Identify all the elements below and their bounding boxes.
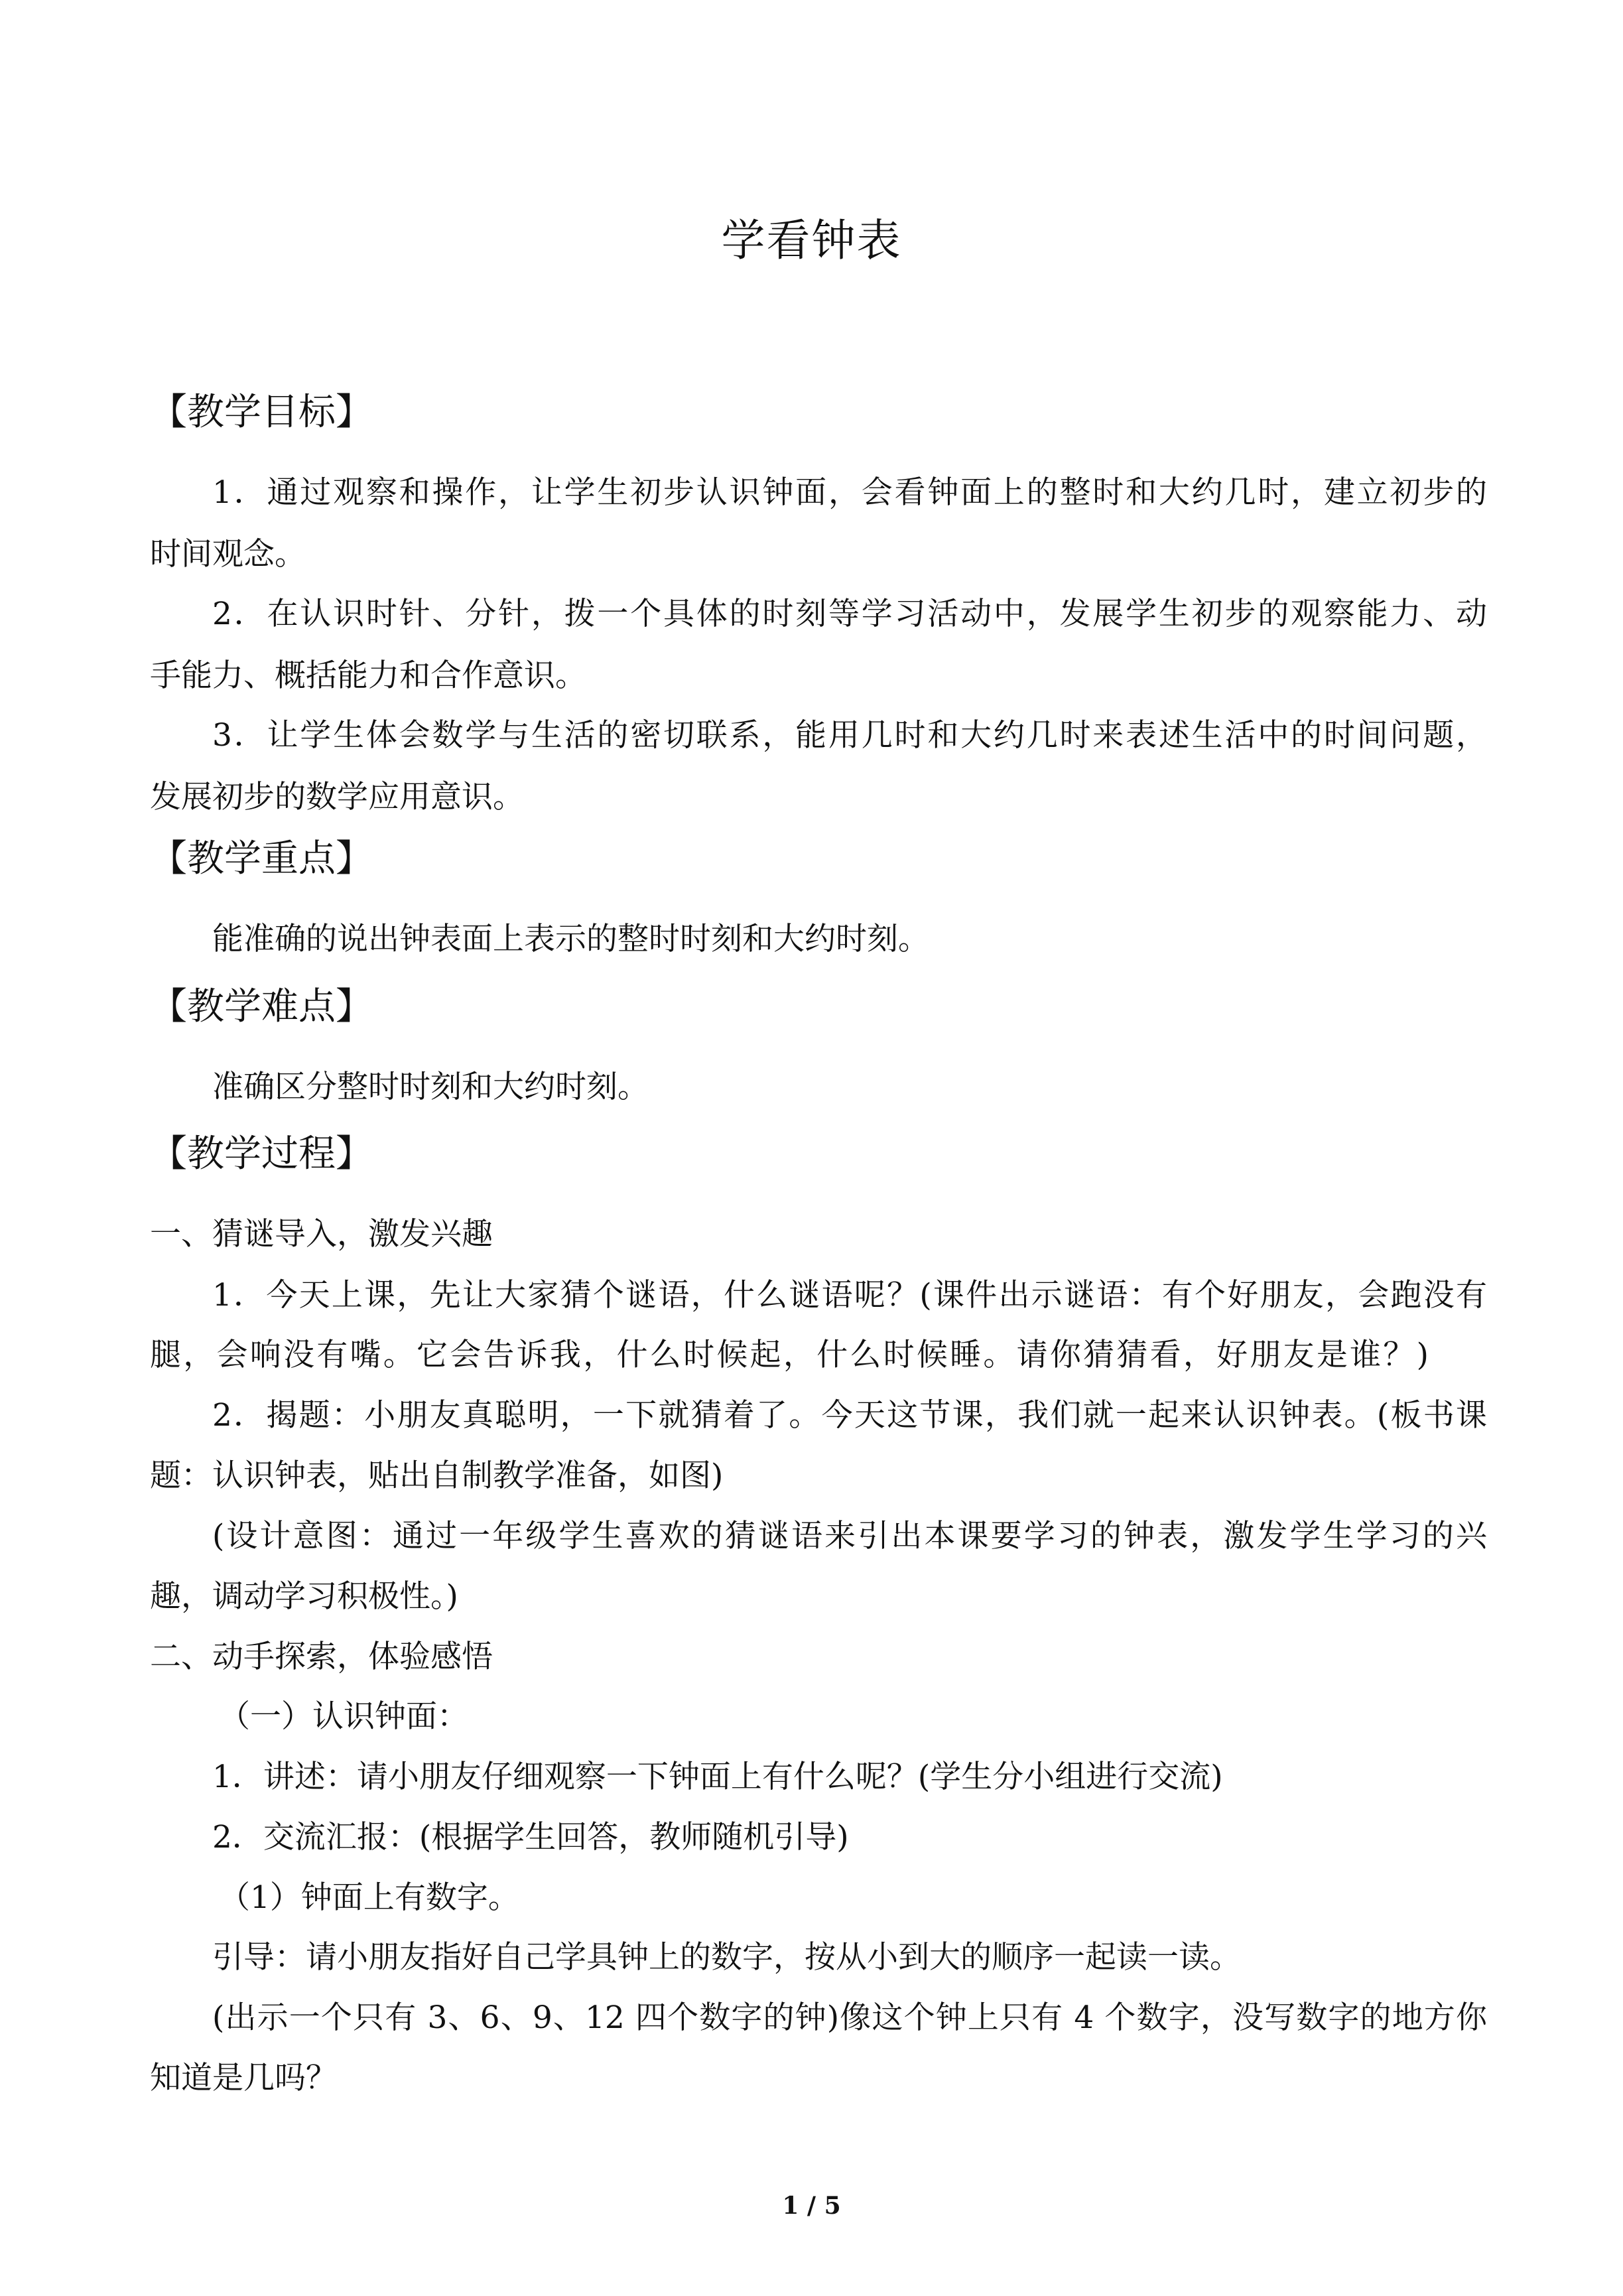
process-heading: 【教学过程】 <box>150 1132 373 1176</box>
difficulty-heading: 【教学难点】 <box>150 985 373 1028</box>
part-1-title: 一、猜谜导入，激发兴趣 <box>150 1216 493 1252</box>
goal-2-line-2: 手能力、概括能力和合作意识。 <box>150 657 586 694</box>
design-intent-line-1: (设计意图：通过一年级学生喜欢的猜谜语来引出本课要学习的钟表，激发学生学习的兴 <box>212 1518 1487 1554</box>
reveal-line-2: 题：认识钟表，贴出自制教学准备，如图) <box>150 1457 724 1494</box>
clock-demo-line-2: 知道是几吗？ <box>150 2060 337 2096</box>
goal-3-line-1: 3．让学生体会数学与生活的密切联系，能用几时和大约几时来表述生活中的时间问题， <box>212 717 1487 754</box>
design-intent-line-2: 趣，调动学习积极性。) <box>150 1578 458 1615</box>
goal-2-line-1: 2．在认识时针、分针，拨一个具体的时刻等学习活动中，发展学生初步的观察能力、动 <box>212 596 1487 632</box>
question-2-sub: （1）钟面上有数字。 <box>219 1879 519 1916</box>
question-2: 2．交流汇报：(根据学生回答，教师随机引导) <box>212 1819 849 1856</box>
goals-heading: 【教学目标】 <box>150 391 373 434</box>
reveal-line-1: 2．揭题：小朋友真聪明，一下就猜着了。今天这节课，我们就一起来认识钟表。(板书课 <box>212 1397 1487 1434</box>
riddle-line-1: 1．今天上课，先让大家猜个谜语，什么谜语呢？(课件出示谜语：有个好朋友，会跑没有 <box>212 1277 1487 1314</box>
clock-demo-line-1: (出示一个只有 3、6、9、12 四个数字的钟)像这个钟上只有 4 个数字，没写数字的地方你 <box>212 1999 1487 2036</box>
key-points-text: 能准确的说出钟表面上表示的整时时刻和大约时刻。 <box>212 921 929 957</box>
goal-1-line-1: 1．通过观察和操作，让学生初步认识钟面，会看钟面上的整时和大约几时，建立初步的 <box>212 474 1487 511</box>
goal-3-line-2: 发展初步的数学应用意识。 <box>150 779 524 815</box>
page-title: 学看钟表 <box>721 215 902 266</box>
difficulty-text: 准确区分整时时刻和大约时刻。 <box>212 1069 649 1105</box>
guide-text: 引导：请小朋友指好自己学具钟上的数字，按从小到大的顺序一起读一读。 <box>212 1939 1241 1976</box>
question-1: 1．讲述：请小朋友仔细观察一下钟面上有什么呢？(学生分小组进行交流) <box>212 1759 1223 1795</box>
page-number: 1 / 5 <box>782 2192 841 2220</box>
key-points-heading: 【教学重点】 <box>150 837 373 880</box>
part-2-title: 二、动手探索，体验感悟 <box>150 1639 493 1675</box>
riddle-line-2: 腿，会响没有嘴。它会告诉我，什么时候起，什么时候睡。请你猜猜看，好朋友是谁？) <box>150 1337 1429 1373</box>
goal-1-line-2: 时间观念。 <box>150 536 306 573</box>
subsection-1-title: （一）认识钟面： <box>219 1698 468 1735</box>
